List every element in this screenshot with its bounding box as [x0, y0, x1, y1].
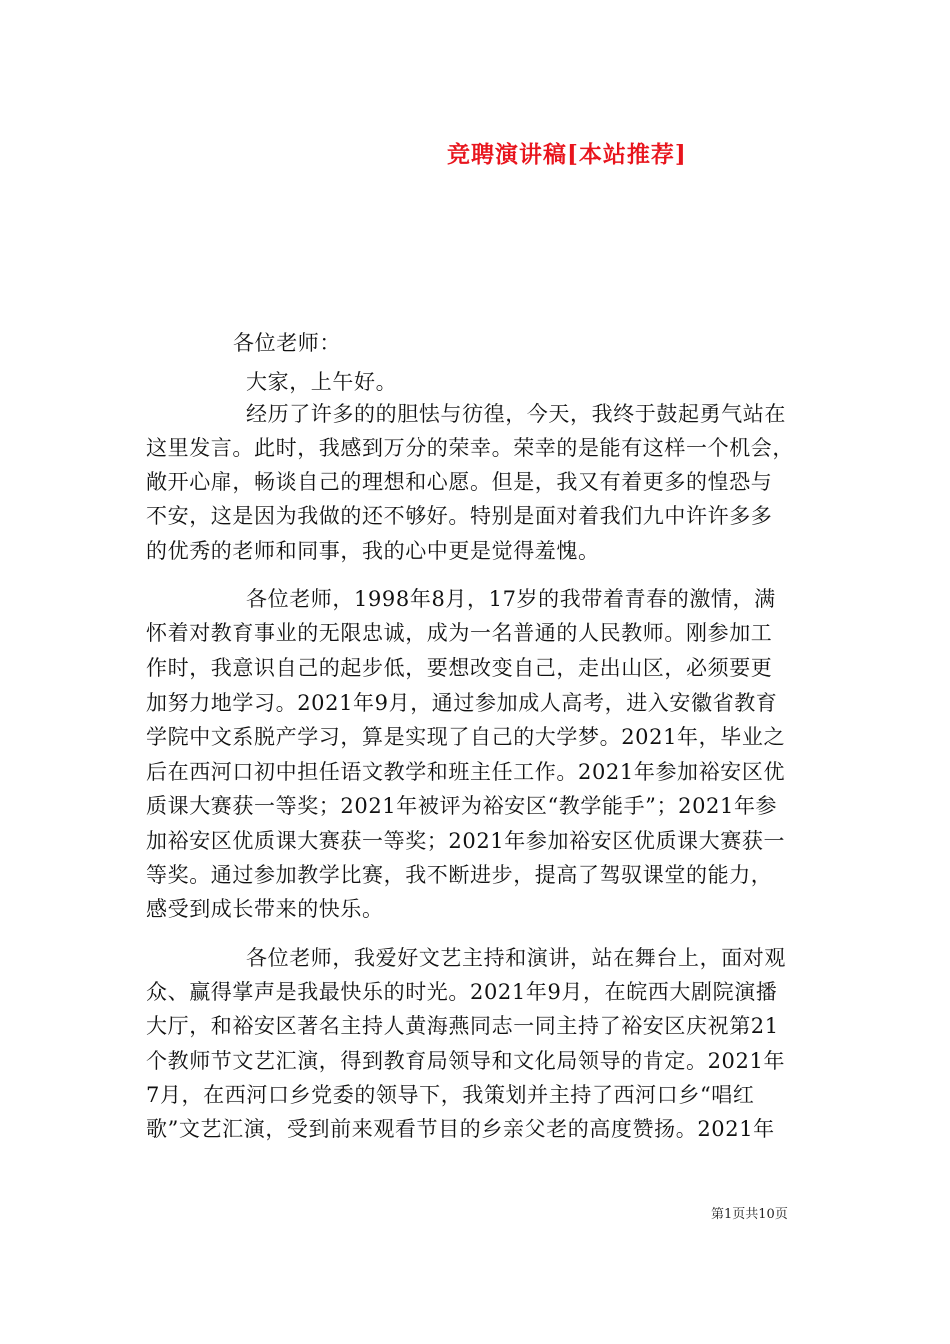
paragraph-line: 后在西河口初中担任语文教学和班主任工作。2021年参加裕安区优: [146, 760, 786, 784]
paragraph-line: 7月，在西河口乡党委的领导下，我策划并主持了西河口乡“唱红: [146, 1083, 755, 1107]
paragraph-line: 各位老师，我爱好文艺主持和演讲，站在舞台上，面对观: [246, 946, 786, 970]
paragraph-line: 学院中文系脱产学习，算是实现了自己的大学梦。2021年，毕业之: [146, 725, 786, 749]
greeting: 大家，上午好。: [246, 370, 398, 394]
paragraph-line: 个教师节文艺汇演，得到教育局领导和文化局领导的肯定。2021年: [146, 1049, 786, 1073]
paragraph-line: 等奖。通过参加教学比赛，我不断进步，提高了驾驭课堂的能力，: [146, 863, 773, 887]
paragraph-line: 大厅，和裕安区著名主持人黄海燕同志一同主持了裕安区庆祝第21: [146, 1014, 779, 1038]
paragraph-line: 敞开心扉，畅谈自己的理想和心愿。但是，我又有着更多的惶恐与: [146, 470, 773, 494]
paragraph-line: 质课大赛获一等奖；2021年被评为裕安区“教学能手”；2021年参: [146, 794, 778, 818]
paragraph-line: 感受到成长带来的快乐。: [146, 897, 384, 921]
paragraph-line: 经历了许多的的胆怯与彷徨，今天，我终于鼓起勇气站在: [246, 402, 786, 426]
salutation: 各位老师：: [233, 331, 341, 355]
paragraph-line: 歌”文艺汇演，受到前来观看节目的乡亲父老的高度赞扬。2021年: [146, 1117, 775, 1141]
paragraph-line: 加努力地学习。2021年9月，通过参加成人高考，进入安徽省教育: [146, 691, 778, 715]
paragraph-line: 的优秀的老师和同事，我的心中更是觉得羞愧。: [146, 539, 600, 563]
page-number-footer: 第1页共10页: [711, 1207, 788, 1222]
paragraph-line: 作时，我意识自己的起步低，要想改变自己，走出山区，必须要更: [146, 656, 773, 680]
paragraph-line: 众、赢得掌声是我最快乐的时光。2021年9月，在皖西大剧院演播: [146, 980, 778, 1004]
paragraph-line: 加裕安区优质课大赛获一等奖；2021年参加裕安区优质课大赛获一: [146, 829, 786, 853]
paragraph-line: 这里发言。此时，我感到万分的荣幸。荣幸的是能有这样一个机会，: [146, 436, 794, 460]
paragraph-line: 不安，这是因为我做的还不够好。特别是面对着我们九中许许多多: [146, 504, 773, 528]
paragraph-line: 怀着对教育事业的无限忠诚，成为一名普通的人民教师。刚参加工: [146, 621, 773, 645]
page-title: 竞聘演讲稿[本站推荐]: [447, 141, 687, 168]
paragraph-line: 各位老师，1998年8月，17岁的我带着青春的激情，满: [246, 587, 776, 611]
